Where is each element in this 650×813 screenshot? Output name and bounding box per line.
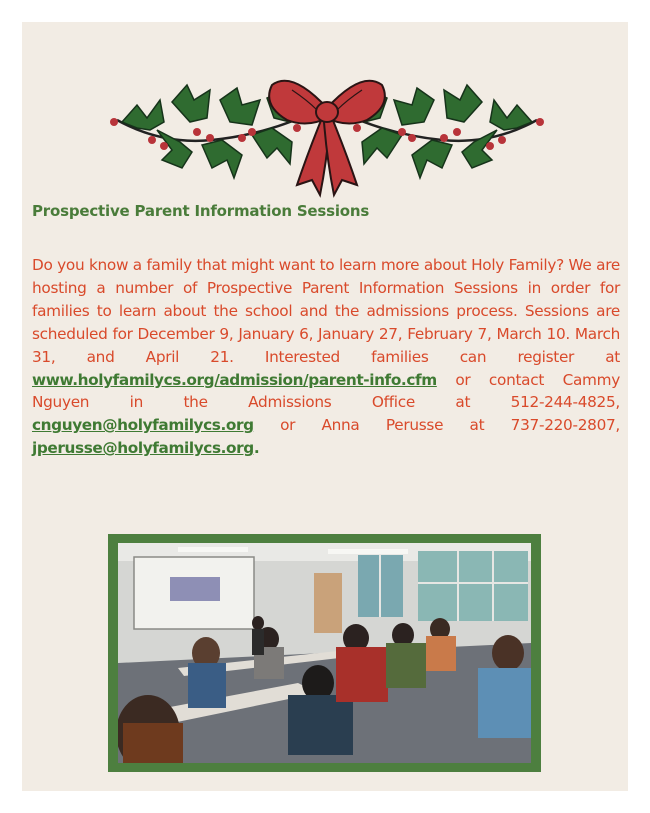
body-ending: . xyxy=(253,439,260,458)
body-contact-prefix: or contact Cammy Nguyen in the Admissions Office at 512-244-4825, xyxy=(32,370,620,412)
body-intro: Do you know a family that might want to learn more about Holy Family? We are hosting a number of Prospective Parent Information Sessions in order for families to learn about the school and the admissions process. Sessions are scheduled for December 9, January 6, January 27, February 7, March 10. March 31, and April 21. Interested families can register at xyxy=(32,256,620,366)
email-link-cnguyen[interactable]: cnguyen@holyfamilycs.org xyxy=(32,416,254,435)
email-link-jperusse[interactable]: jperusse@holyfamilycs.org xyxy=(32,439,254,458)
body-contact-middle: or Anna Perusse at 737-220-2807, xyxy=(253,416,620,435)
holly-garland-bow-icon xyxy=(102,60,552,200)
info-session-photo xyxy=(118,543,531,763)
body-paragraph xyxy=(32,254,620,460)
registration-link[interactable]: www.holyfamilycs.org/admission/parent-info.cfm xyxy=(32,370,437,389)
section-heading: Prospective Parent Information Sessions xyxy=(32,202,370,220)
newsletter-page xyxy=(22,22,628,791)
photo-frame xyxy=(108,534,541,772)
